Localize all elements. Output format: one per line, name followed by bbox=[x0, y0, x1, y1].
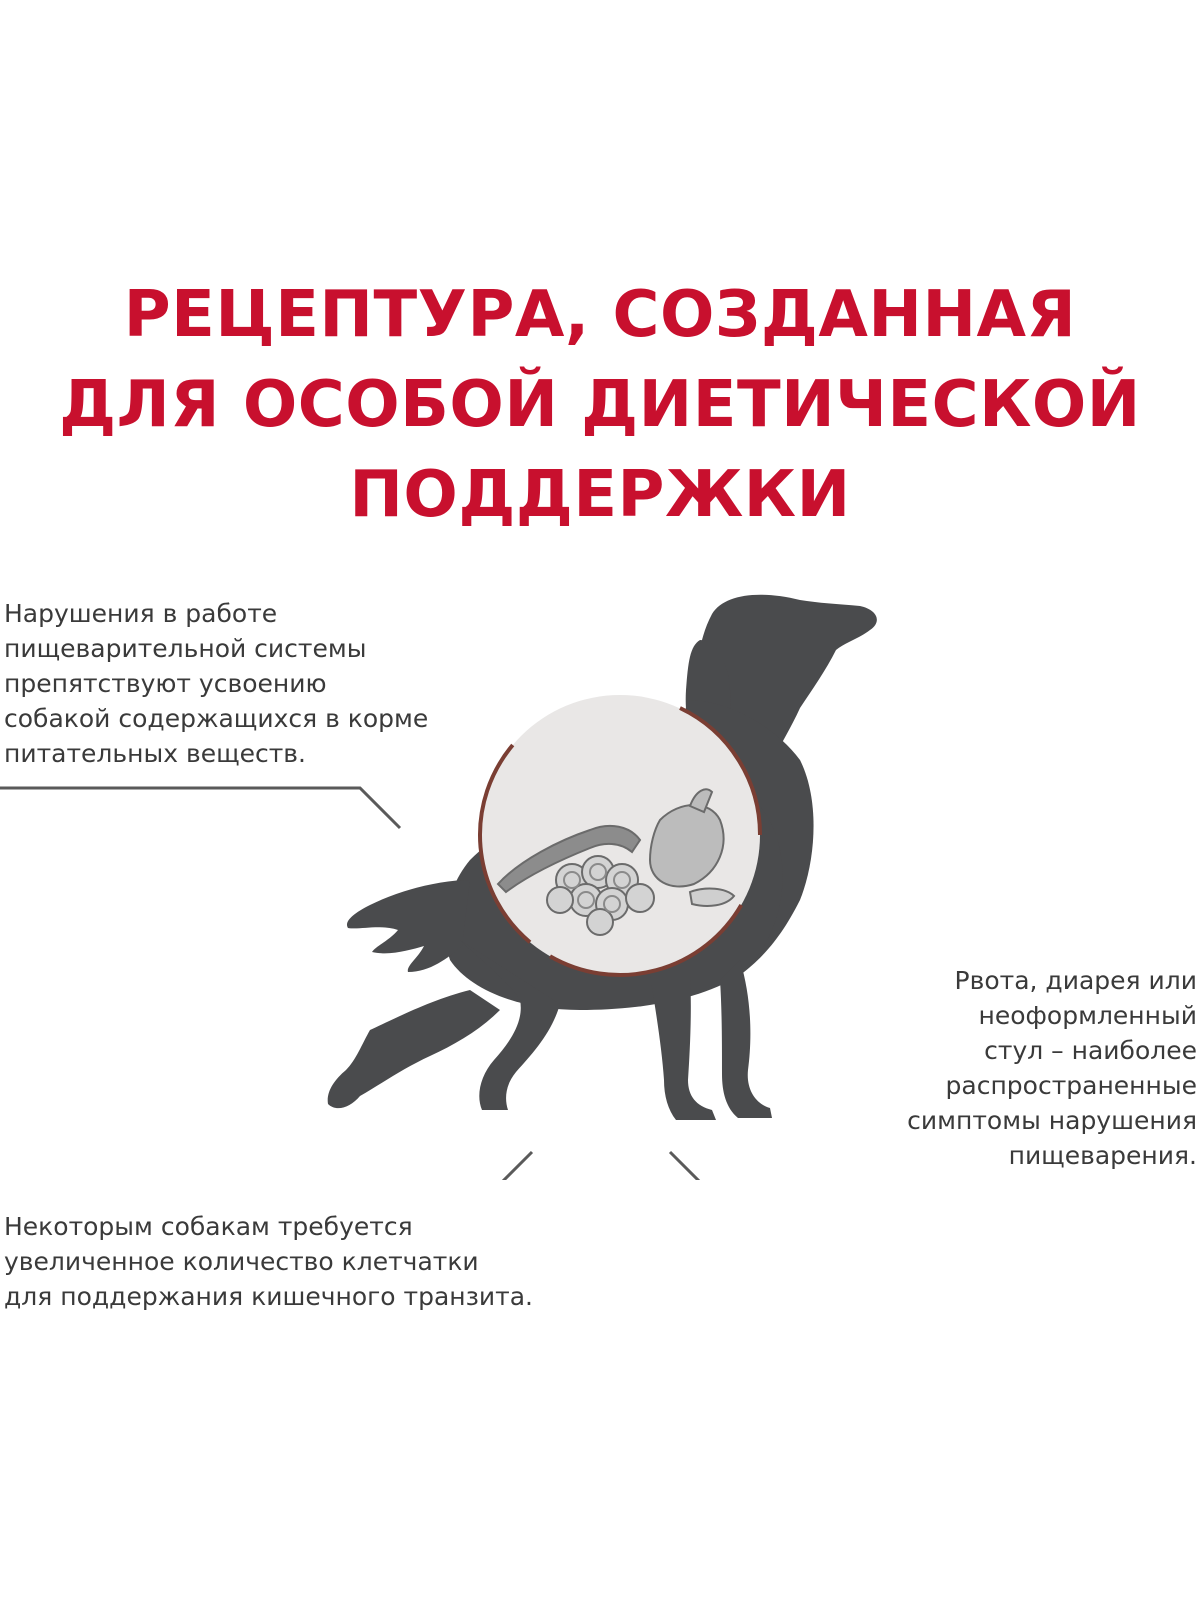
note-symptoms bbox=[907, 963, 1197, 1173]
note-bottom-line-3: для поддержания кишечного транзита. bbox=[4, 1282, 533, 1311]
note-bottom-line-1: Некоторым собакам требуется bbox=[4, 1212, 413, 1241]
connector-bottom-left bbox=[0, 1152, 532, 1180]
note-left-line-1: Нарушения в работе bbox=[4, 599, 278, 628]
note-left-line-5: питательных веществ. bbox=[4, 739, 306, 768]
note-left-line-3: препятствуют усвоению bbox=[4, 669, 327, 698]
note-right-line-5: симптомы нарушения bbox=[907, 1106, 1197, 1135]
note-right-line-3: стул – наиболее bbox=[984, 1036, 1197, 1065]
note-left-line-4: собакой содержащихся в корме bbox=[4, 704, 429, 733]
note-left-line-2: пищеварительной системы bbox=[4, 634, 367, 663]
note-digestive-disorders bbox=[4, 596, 428, 771]
note-fiber bbox=[4, 1209, 533, 1314]
page-title bbox=[0, 270, 1200, 540]
note-right-line-1: Рвота, диарея или bbox=[954, 966, 1197, 995]
title-line-1: РЕЦЕПТУРА, СОЗДАННАЯ bbox=[123, 278, 1077, 352]
note-bottom-line-2: увеличенное количество клетчатки bbox=[4, 1247, 479, 1276]
note-right-line-4: распространенные bbox=[945, 1071, 1197, 1100]
note-right-line-2: неоформленный bbox=[978, 1001, 1197, 1030]
title-line-3: ПОДДЕРЖКИ bbox=[349, 458, 851, 532]
note-right-line-6: пищеварения. bbox=[1008, 1141, 1197, 1170]
connector-top-left bbox=[0, 788, 400, 828]
title-line-2: ДЛЯ ОСОБОЙ ДИЕТИЧЕСКОЙ bbox=[59, 368, 1141, 442]
